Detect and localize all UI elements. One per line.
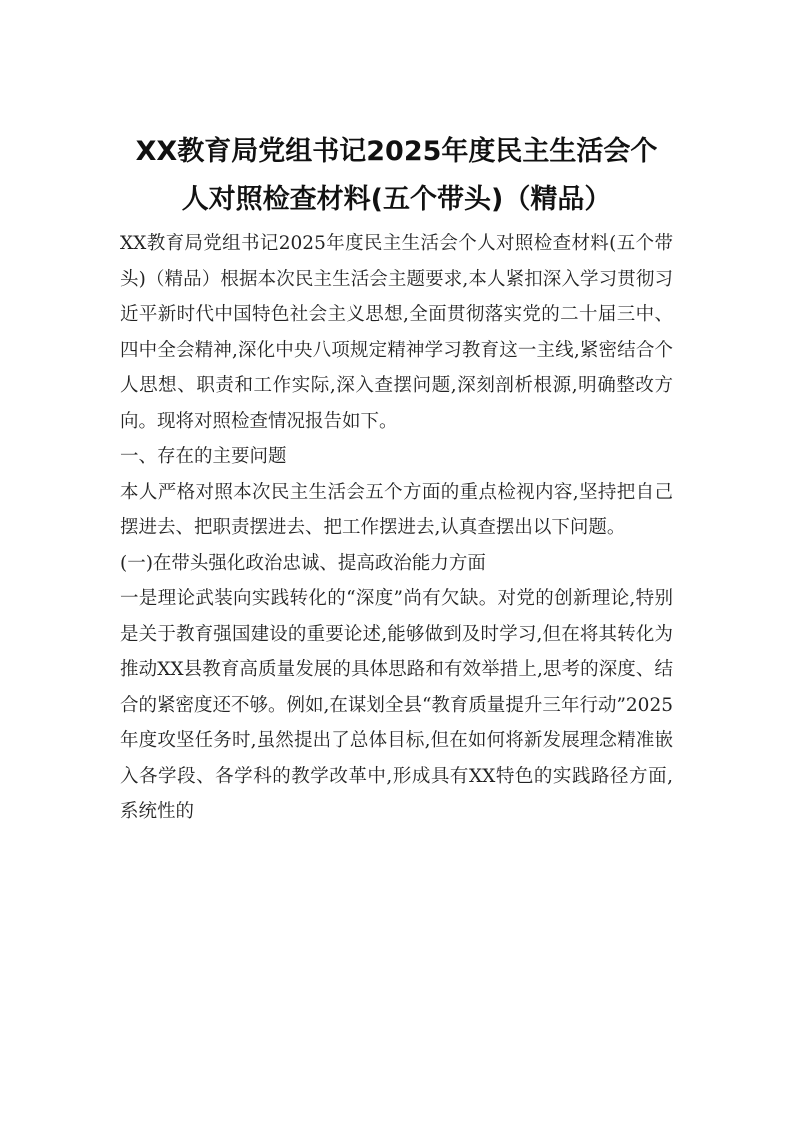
title-line-2: 人对照检查材料(五个带头)（精品） — [181, 184, 612, 215]
subsection-heading: (一)在带头强化政治忠诚、提高政治能力方面 — [120, 552, 486, 574]
section-intro-paragraph: 本人严格对照本次民主生活会五个方面的重点检视内容,坚持把自己摆进去、把职责摆进去、把工作摆进去,认真查摆出以下问题。 — [120, 481, 673, 538]
title-line-1: XX教育局党组书记2025年度民主生活会个 — [135, 136, 658, 167]
document-body — [120, 226, 673, 830]
body-paragraph: 一是理论武装向实践转化的“深度”尚有欠缺。对党的创新理论,特别是关于教育强国建设的重要论述,能够做到及时学习,但在将其转化为推动XX县教育高质量发展的具体思路和有效举措上,思考的深度、结合的紧密度还不够。例如,在谋划全县“教育质量提升三年行动”2025年度攻坚任务时,虽然提出了总体目标,但在如何将新发展理念精准嵌入各学段、各学科的教学改革中,形成具有XX特色的实践路径方面,系统性的 — [120, 588, 673, 822]
document-title — [110, 128, 683, 224]
section-heading: 一、存在的主要问题 — [120, 446, 287, 467]
intro-paragraph: XX教育局党组书记2025年度民主生活会个人对照检查材料(五个带头)（精品）根据本次民主生活会主题要求,本人紧扣深入学习贯彻习近平新时代中国特色社会主义思想,全面贯彻落实党的二十届三中、四中全会精神,深化中央八项规定精神学习教育这一主线,紧密结合个人思想、职责和工作实际,深入查摆问题,深刻剖析根源,明确整改方向。现将对照检查情况报告如下。 — [120, 233, 673, 432]
